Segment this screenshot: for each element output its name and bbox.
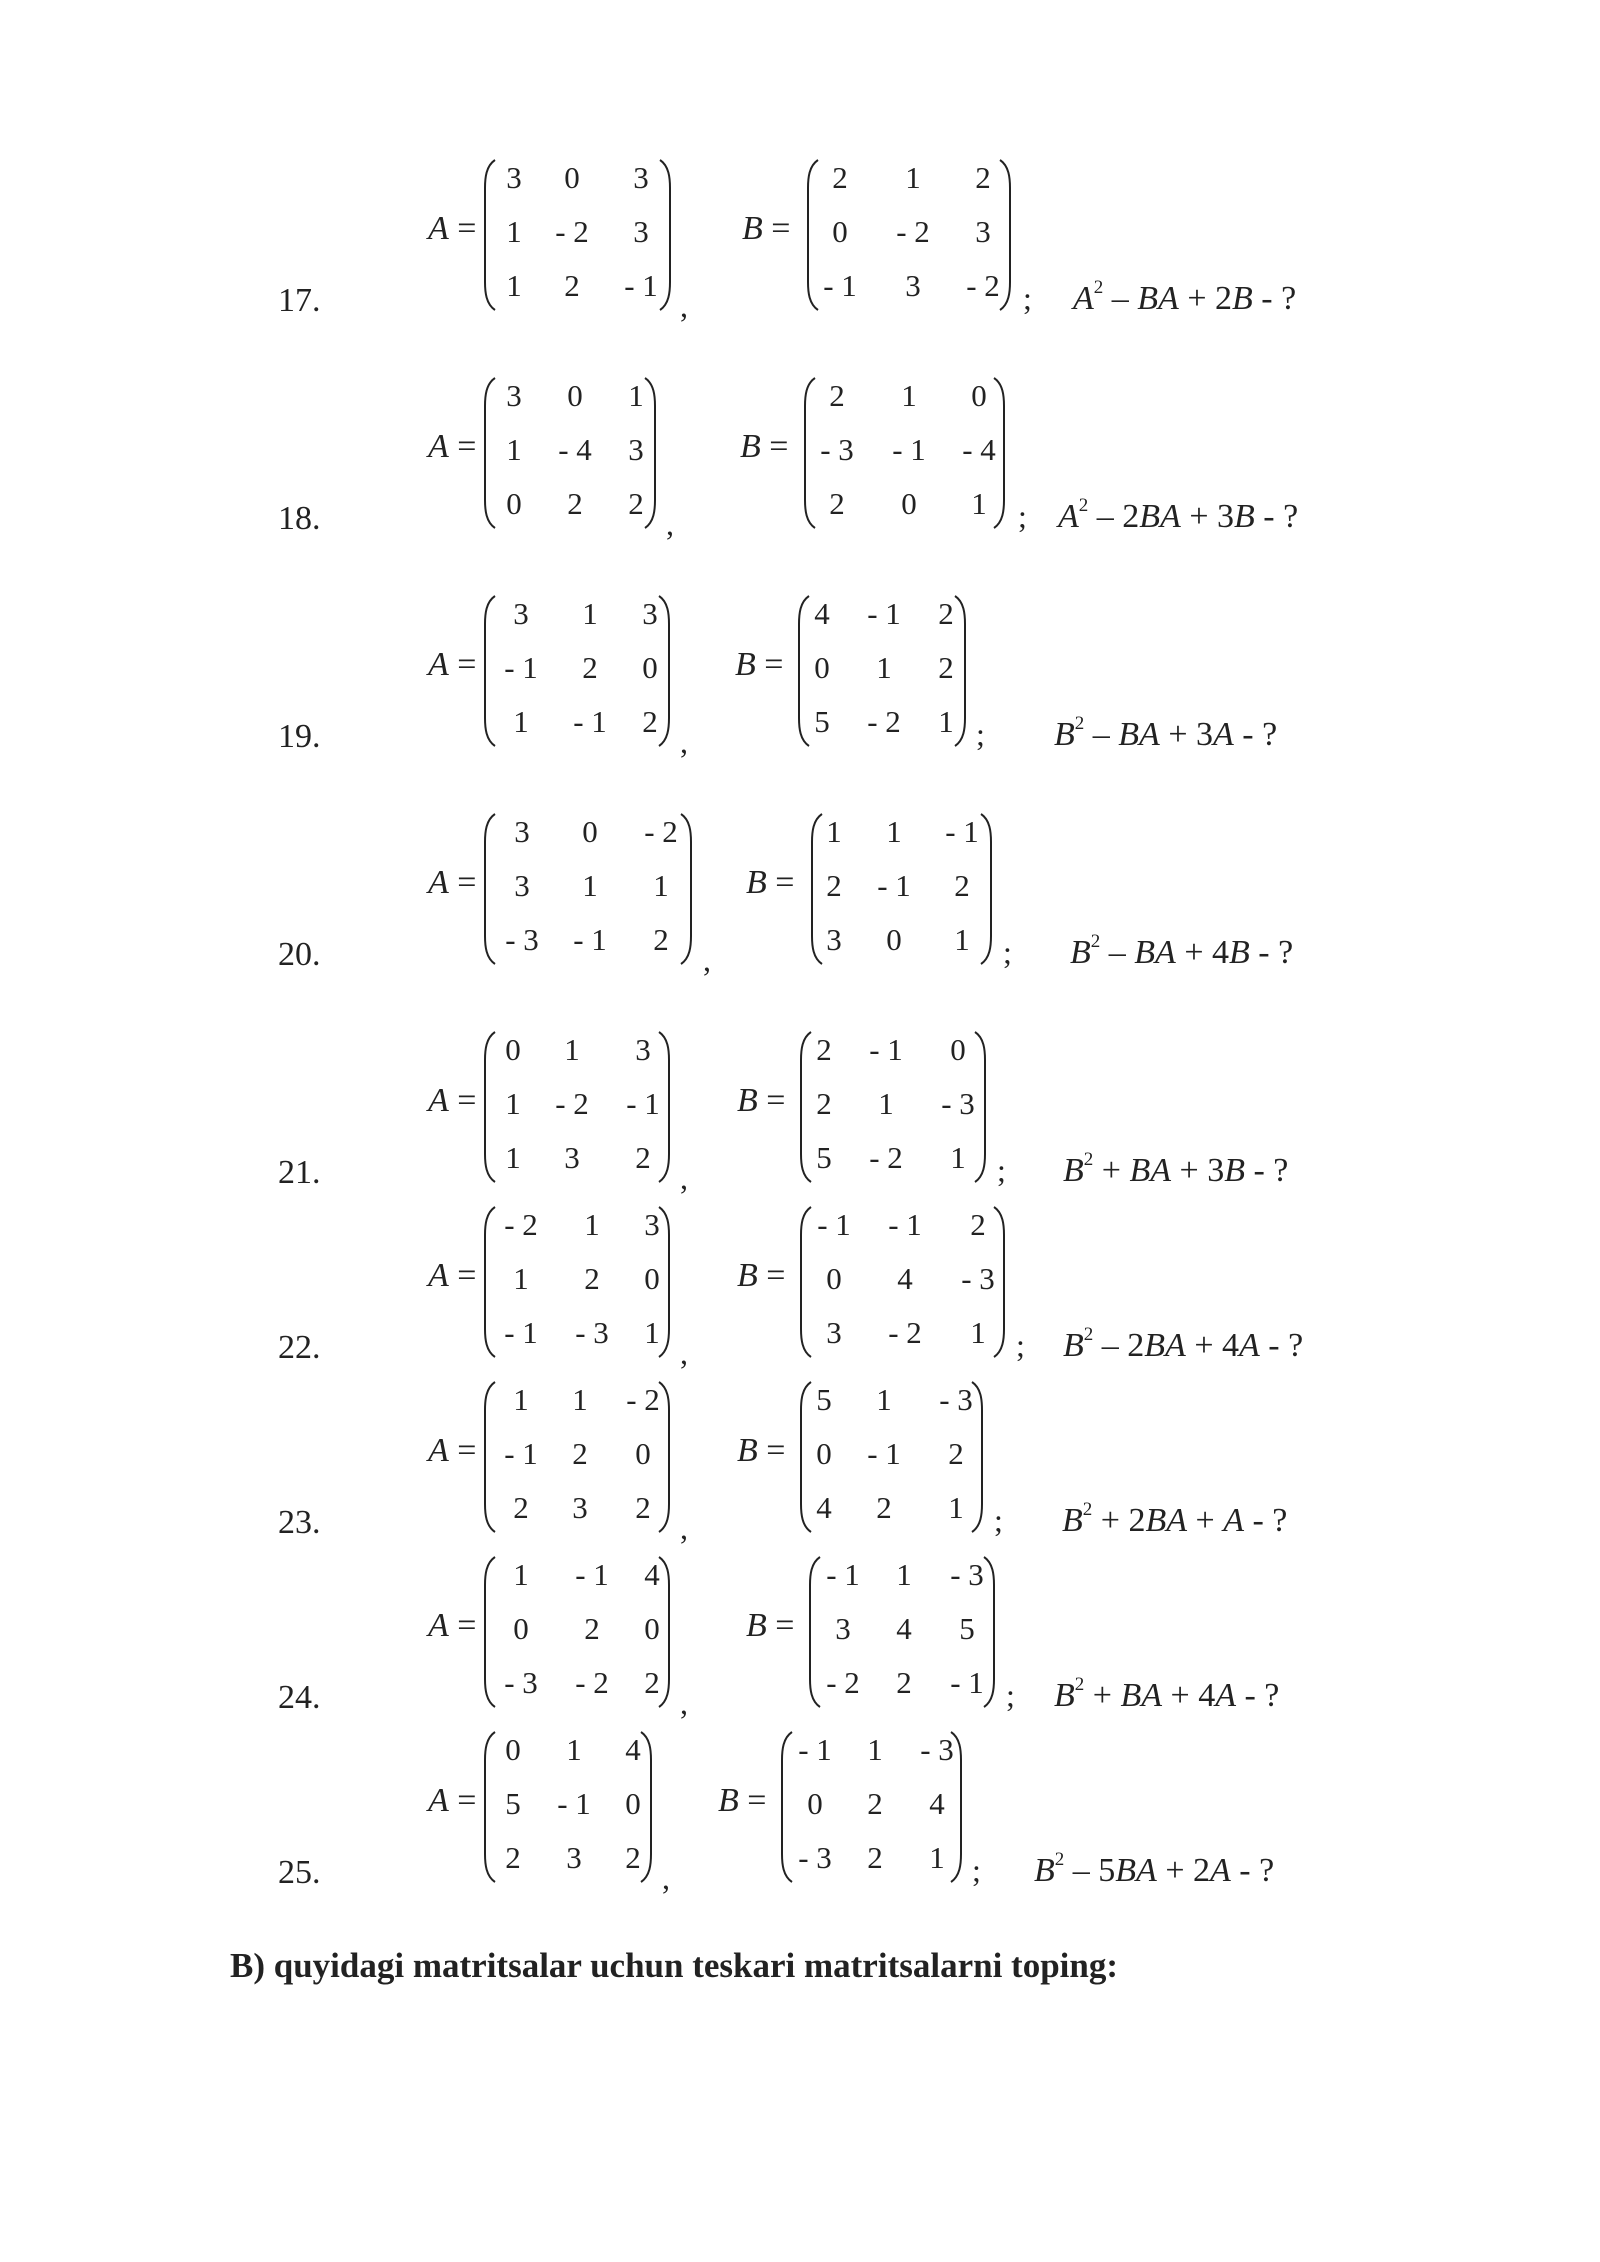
- matrix-cell: 1: [929, 1840, 945, 1875]
- matrix-cell: - 3: [920, 1732, 954, 1767]
- matrix-cell: 3: [506, 160, 522, 195]
- matrix-cell: 2: [832, 160, 848, 195]
- semicolon: ;: [994, 1502, 1003, 1538]
- matrix-cell: 4: [644, 1557, 660, 1592]
- matrix-cell: 4: [625, 1732, 641, 1767]
- matrix-cell: 3: [635, 1032, 651, 1067]
- matrix-cell: 2: [975, 160, 991, 195]
- section-heading: B) quyidagi matritsalar uchun teskari matritsalarni toping:: [230, 1946, 1119, 1985]
- matrix-cell: 0: [564, 160, 580, 195]
- matrix-cell: 3: [826, 922, 842, 957]
- problem-item: [0, 158, 1600, 332]
- matrix-cell: 1: [513, 1261, 529, 1296]
- matrix-cell: 3: [514, 868, 530, 903]
- matrix-cell: - 1: [945, 814, 979, 849]
- matrix-cell: 2: [896, 1665, 912, 1700]
- matrix-cell: 2: [625, 1840, 641, 1875]
- matrix-cell: 4: [929, 1786, 945, 1821]
- comma: ,: [703, 942, 711, 978]
- task-expression: $B^2 + 2BA + A$ - ?: [1062, 1499, 1288, 1539]
- matrix-cell: 2: [876, 1490, 892, 1525]
- matrix-cell: 2: [816, 1086, 832, 1121]
- matrix-cell: 0: [505, 1032, 521, 1067]
- matrix-cell: 2: [567, 486, 583, 521]
- matrix-cell: 2: [938, 650, 954, 685]
- matrix-b-label: B =: [718, 1782, 767, 1819]
- matrix-a-label: A =: [428, 210, 477, 247]
- matrix-b-label: B =: [740, 428, 789, 465]
- matrix-cell: 2: [635, 1490, 651, 1525]
- matrix-cell: 1: [505, 1086, 521, 1121]
- matrix-cell: 2: [938, 596, 954, 631]
- matrix-cell: 2: [653, 922, 669, 957]
- matrix-cell: 1: [970, 1315, 986, 1350]
- matrix-a-label: A =: [428, 1782, 477, 1819]
- matrix-cell: 1: [878, 1086, 894, 1121]
- matrix-b-label: B =: [746, 864, 795, 901]
- matrix-cell: 3: [633, 160, 649, 195]
- matrix-cell: 3: [644, 1207, 660, 1242]
- problem-item: [0, 1555, 1600, 1729]
- matrix-cell: - 4: [962, 432, 996, 467]
- matrix-cell: 5: [959, 1611, 975, 1646]
- matrix-cell: 1: [644, 1315, 660, 1350]
- matrix-cell: 2: [829, 486, 845, 521]
- matrix-cell: 3: [633, 214, 649, 249]
- task-expression: $B^2$ + BA + 4A - ?: [1054, 1674, 1280, 1714]
- matrix-cell: - 1: [626, 1086, 660, 1121]
- matrix-a-label: A =: [428, 1257, 477, 1294]
- matrix-cell: 1: [876, 1382, 892, 1417]
- matrix-cell: 2: [970, 1207, 986, 1242]
- matrix-cell: 3: [572, 1490, 588, 1525]
- matrix-cell: 1: [582, 596, 598, 631]
- matrix-cell: - 3: [939, 1382, 973, 1417]
- comma: ,: [680, 1510, 688, 1546]
- matrix-cell: 0: [567, 378, 583, 413]
- matrix-cell: 1: [901, 378, 917, 413]
- matrix-cell: - 2: [555, 214, 589, 249]
- task-expression: $B^2 - 5BA + 2A$ - ?: [1034, 1849, 1275, 1889]
- matrix-cell: - 1: [573, 922, 607, 957]
- matrix-cell: 2: [954, 868, 970, 903]
- semicolon: ;: [1006, 1677, 1015, 1713]
- matrix-cell: 0: [971, 378, 987, 413]
- matrix-cell: 2: [948, 1436, 964, 1471]
- matrix-cell: 1: [886, 814, 902, 849]
- matrix-cell: 0: [644, 1261, 660, 1296]
- matrix-cell: 1: [954, 922, 970, 957]
- matrix-cell: - 1: [573, 704, 607, 739]
- problem-item: [0, 376, 1600, 550]
- semicolon: ;: [1018, 498, 1027, 534]
- matrix-cell: - 3: [798, 1840, 832, 1875]
- matrix-cell: - 3: [950, 1557, 984, 1592]
- matrix-cell: 4: [814, 596, 830, 631]
- matrix-cell: 5: [814, 704, 830, 739]
- comma: ,: [680, 288, 688, 324]
- matrix-cell: - 1: [798, 1732, 832, 1767]
- matrix-cell: 0: [513, 1611, 529, 1646]
- matrix-cell: - 1: [892, 432, 926, 467]
- matrix-cell: 1: [867, 1732, 883, 1767]
- task-expression: $B^2$ – BA + 3A - ?: [1054, 713, 1278, 753]
- matrix-b-label: B =: [737, 1082, 786, 1119]
- matrix-cell: - 1: [950, 1665, 984, 1700]
- matrix-cell: 0: [814, 650, 830, 685]
- matrix-cell: 2: [564, 268, 580, 303]
- semicolon: ;: [1016, 1327, 1025, 1363]
- matrix-cell: - 4: [558, 432, 592, 467]
- matrix-cell: 0: [816, 1436, 832, 1471]
- matrix-cell: 1: [971, 486, 987, 521]
- matrix-cell: 2: [826, 868, 842, 903]
- matrix-cell: 3: [642, 596, 658, 631]
- matrix-cell: 2: [582, 650, 598, 685]
- matrix-cell: - 1: [504, 650, 538, 685]
- semicolon: ;: [1023, 280, 1032, 316]
- matrix-cell: 1: [896, 1557, 912, 1592]
- matrix-cell: 0: [886, 922, 902, 957]
- task-expression: $A^2$ – BA + 2B - ?: [1073, 277, 1297, 317]
- matrix-cell: 2: [628, 486, 644, 521]
- matrix-a-label: A =: [428, 646, 477, 683]
- problem-number: 20.: [278, 936, 321, 973]
- matrix-cell: - 3: [505, 922, 539, 957]
- matrix-cell: 1: [506, 432, 522, 467]
- matrix-cell: - 1: [823, 268, 857, 303]
- matrix-cell: - 1: [867, 596, 901, 631]
- matrix-b-label: B =: [737, 1432, 786, 1469]
- matrix-cell: 0: [644, 1611, 660, 1646]
- matrix-cell: 4: [816, 1490, 832, 1525]
- matrix-cell: 4: [897, 1261, 913, 1296]
- comma: ,: [680, 724, 688, 760]
- problem-number: 25.: [278, 1854, 321, 1891]
- matrix-a-label: A =: [428, 1432, 477, 1469]
- matrix-cell: 0: [505, 1732, 521, 1767]
- matrix-cell: 3: [975, 214, 991, 249]
- matrix-cell: 0: [826, 1261, 842, 1296]
- matrix-cell: - 1: [869, 1032, 903, 1067]
- matrix-cell: 3: [566, 1840, 582, 1875]
- matrix-cell: 1: [948, 1490, 964, 1525]
- matrix-cell: - 3: [820, 432, 854, 467]
- semicolon: ;: [1003, 934, 1012, 970]
- matrix-cell: 2: [635, 1140, 651, 1175]
- matrix-cell: 1: [572, 1382, 588, 1417]
- matrix-cell: 2: [584, 1611, 600, 1646]
- problem-number: 23.: [278, 1504, 321, 1541]
- matrix-cell: 0: [807, 1786, 823, 1821]
- matrix-cell: 1: [938, 704, 954, 739]
- problem-item: [0, 1380, 1600, 1554]
- problem-number: 22.: [278, 1329, 321, 1366]
- problem-number: 24.: [278, 1679, 321, 1716]
- matrix-cell: - 2: [896, 214, 930, 249]
- matrix-cell: 3: [513, 596, 529, 631]
- matrix-cell: 2: [867, 1840, 883, 1875]
- task-expression: $A^2 - 2BA + 3B$ - ?: [1058, 495, 1299, 535]
- matrix-cell: 2: [642, 704, 658, 739]
- matrix-cell: 1: [950, 1140, 966, 1175]
- semicolon: ;: [976, 716, 985, 752]
- matrix-cell: 1: [584, 1207, 600, 1242]
- matrix-cell: - 1: [867, 1436, 901, 1471]
- matrix-cell: - 1: [504, 1436, 538, 1471]
- matrix-cell: 3: [835, 1611, 851, 1646]
- task-expression: $B^2 - 2BA + 4A$ - ?: [1063, 1324, 1304, 1364]
- matrix-cell: 0: [642, 650, 658, 685]
- problem-item: [0, 1730, 1600, 1904]
- matrix-cell: 2: [513, 1490, 529, 1525]
- matrix-cell: - 3: [961, 1261, 995, 1296]
- matrix-cell: 4: [896, 1611, 912, 1646]
- comma: ,: [666, 506, 674, 542]
- matrix-cell: 3: [826, 1315, 842, 1350]
- problem-item: [0, 1030, 1600, 1204]
- matrix-cell: - 2: [555, 1086, 589, 1121]
- matrix-cell: - 2: [888, 1315, 922, 1350]
- matrix-cell: 1: [826, 814, 842, 849]
- problem-item: [0, 812, 1600, 986]
- matrix-b-label: B =: [746, 1607, 795, 1644]
- matrix-cell: 0: [506, 486, 522, 521]
- matrix-cell: 2: [584, 1261, 600, 1296]
- matrix-cell: 1: [513, 704, 529, 739]
- semicolon: ;: [997, 1152, 1006, 1188]
- matrix-cell: 1: [506, 214, 522, 249]
- matrix-cell: 2: [572, 1436, 588, 1471]
- matrix-cell: 1: [564, 1032, 580, 1067]
- matrix-cell: 2: [829, 378, 845, 413]
- matrix-cell: - 2: [867, 704, 901, 739]
- matrix-cell: 0: [950, 1032, 966, 1067]
- matrix-cell: 1: [653, 868, 669, 903]
- matrix-cell: 5: [816, 1382, 832, 1417]
- matrix-cell: 3: [905, 268, 921, 303]
- matrix-cell: - 2: [869, 1140, 903, 1175]
- comma: ,: [680, 1685, 688, 1721]
- matrix-cell: - 1: [575, 1557, 609, 1592]
- problem-number: 18.: [278, 500, 321, 537]
- matrix-cell: 5: [505, 1786, 521, 1821]
- matrix-cell: 1: [513, 1557, 529, 1592]
- matrix-cell: - 3: [941, 1086, 975, 1121]
- matrix-cell: 1: [582, 868, 598, 903]
- semicolon: ;: [972, 1852, 981, 1888]
- matrix-b-label: B =: [735, 646, 784, 683]
- matrix-cell: - 3: [575, 1315, 609, 1350]
- matrix-cell: 1: [566, 1732, 582, 1767]
- matrix-cell: - 1: [817, 1207, 851, 1242]
- matrix-cell: 3: [506, 378, 522, 413]
- comma: ,: [662, 1860, 670, 1896]
- matrix-cell: 0: [901, 486, 917, 521]
- matrix-a-label: A =: [428, 1607, 477, 1644]
- matrix-cell: 1: [628, 378, 644, 413]
- matrix-a-label: A =: [428, 428, 477, 465]
- matrix-cell: - 3: [504, 1665, 538, 1700]
- matrix-cell: - 1: [877, 868, 911, 903]
- matrix-cell: 2: [867, 1786, 883, 1821]
- matrix-cell: 1: [513, 1382, 529, 1417]
- matrix-cell: - 1: [504, 1315, 538, 1350]
- matrix-cell: 2: [644, 1665, 660, 1700]
- matrix-cell: 1: [506, 268, 522, 303]
- matrix-cell: 5: [816, 1140, 832, 1175]
- matrix-cell: 0: [625, 1786, 641, 1821]
- matrix-cell: - 1: [888, 1207, 922, 1242]
- matrix-a-label: A =: [428, 864, 477, 901]
- comma: ,: [680, 1160, 688, 1196]
- matrix-cell: 3: [514, 814, 530, 849]
- comma: ,: [680, 1335, 688, 1371]
- matrix-cell: 3: [628, 432, 644, 467]
- matrix-cell: 0: [635, 1436, 651, 1471]
- matrix-b-label: B =: [737, 1257, 786, 1294]
- matrix-a-label: A =: [428, 1082, 477, 1119]
- matrix-b-label: B =: [742, 210, 791, 247]
- matrix-cell: 1: [505, 1140, 521, 1175]
- problem-number: 21.: [278, 1154, 321, 1191]
- matrix-cell: 2: [816, 1032, 832, 1067]
- matrix-cell: 1: [905, 160, 921, 195]
- matrix-cell: - 2: [575, 1665, 609, 1700]
- matrix-cell: 3: [564, 1140, 580, 1175]
- task-expression: $B^2$ – BA + 4B - ?: [1070, 931, 1294, 971]
- matrix-cell: - 2: [966, 268, 1000, 303]
- matrix-cell: - 2: [504, 1207, 538, 1242]
- matrix-cell: - 2: [626, 1382, 660, 1417]
- problem-number: 17.: [278, 282, 321, 319]
- matrix-cell: 0: [832, 214, 848, 249]
- matrix-cell: 2: [505, 1840, 521, 1875]
- problem-item: [0, 594, 1600, 768]
- matrix-cell: - 2: [826, 1665, 860, 1700]
- matrix-cell: - 1: [624, 268, 658, 303]
- problem-item: [0, 1205, 1600, 1379]
- matrix-cell: 1: [876, 650, 892, 685]
- problem-number: 19.: [278, 718, 321, 755]
- matrix-cell: - 2: [644, 814, 678, 849]
- task-expression: $B^2$ + BA + 3B - ?: [1063, 1149, 1289, 1189]
- matrix-cell: 0: [582, 814, 598, 849]
- matrix-cell: - 1: [826, 1557, 860, 1592]
- matrix-cell: - 1: [557, 1786, 591, 1821]
